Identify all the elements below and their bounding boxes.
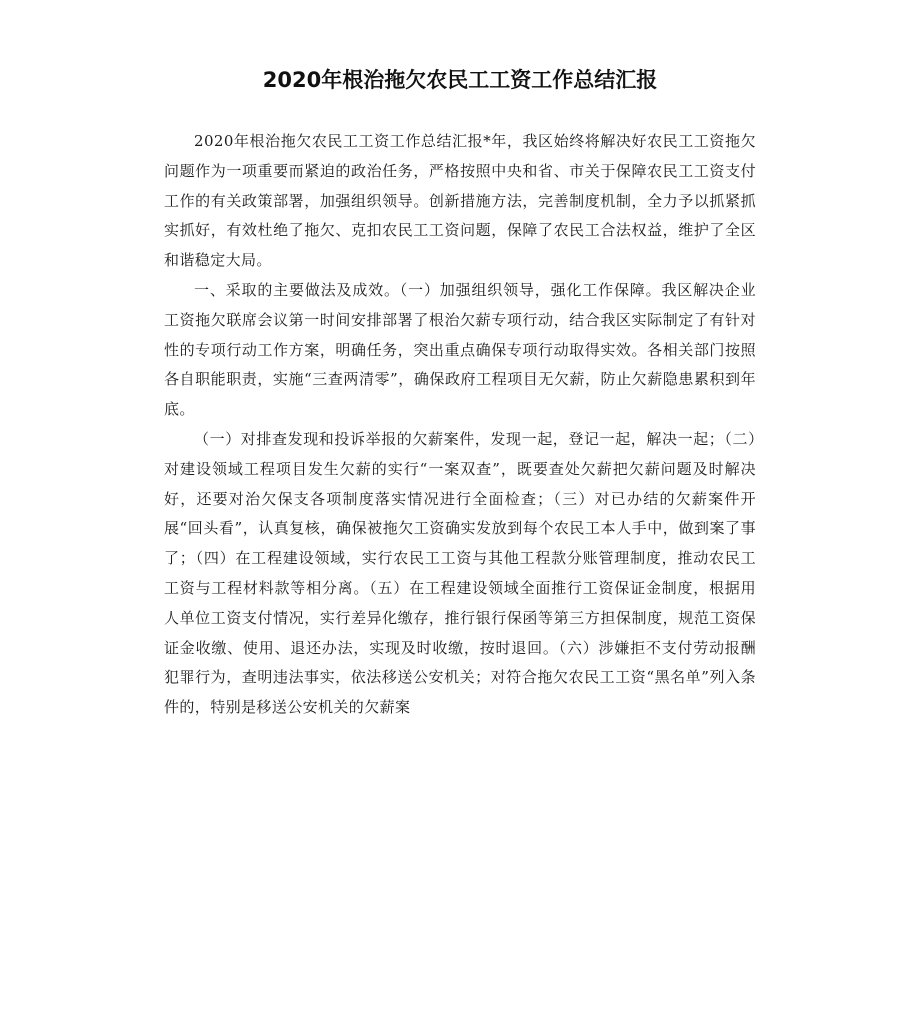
paragraph-actions: （一）对排查发现和投诉举报的欠薪案件，发现一起，登记一起，解决一起；（二）对建设领域工程项目发生欠薪的实行“一案双查”，既要查处欠薪把欠薪问题及时解决好，还要对治欠保支各项制度落实情况进行全面检查；（三）对已办结的欠薪案件开展“回头看”，认真复核，确保被拖欠工资确实发放到每个农民工本人手中，做到案了事了；（四）在工程建设领域，实行农民工工资与其他工程款分账管理制度，推动农民工工资与工程材料款等相分离。（五）在工程建设领域全面推行工资保证金制度，根据用人单位工资支付情况，实行差异化缴存，推行银行保函等第三方担保制度，规范工资保证金收缴、使用、退还办法，实现及时收缴，按时退回。（六）涉嫌拒不支付劳动报酬犯罪行为，查明违法事实，依法移送公安机关；对符合拖欠农民工工资“黑名单”列入条件的，特别是移送公安机关的欠薪案 bbox=[164, 429, 756, 717]
document-body bbox=[164, 127, 756, 723]
paragraph-measures: 一、采取的主要做法及成效。（一）加强组织领导，强化工作保障。我区解决企业工资拖欠联席会议第一时间安排部署了根治欠薪专项行动，结合我区实际制定了有针对性的专项行动工作方案，明确任务，突出重点确保专项行动取得实效。各相关部门按照各自职能职责，实施“三查两清零”，确保政府工程项目无欠薪，防止欠薪隐患累积到年底。 bbox=[164, 280, 756, 419]
document-title: 2020年根治拖欠农民工工资工作总结汇报 bbox=[262, 68, 658, 92]
paragraph-intro: 2020年根治拖欠农民工工资工作总结汇报*年，我区始终将解决好农民工工资拖欠问题作为一项重要而紧迫的政治任务，严格按照中央和省、市关于保障农民工工资支付工作的有关政策部署，加强组织领导。创新措施方法，完善制度机制，全力予以抓紧抓实抓好，有效杜绝了拖欠、克扣农民工工资问题，保障了农民工合法权益，维护了全区和谐稳定大局。 bbox=[164, 132, 756, 270]
